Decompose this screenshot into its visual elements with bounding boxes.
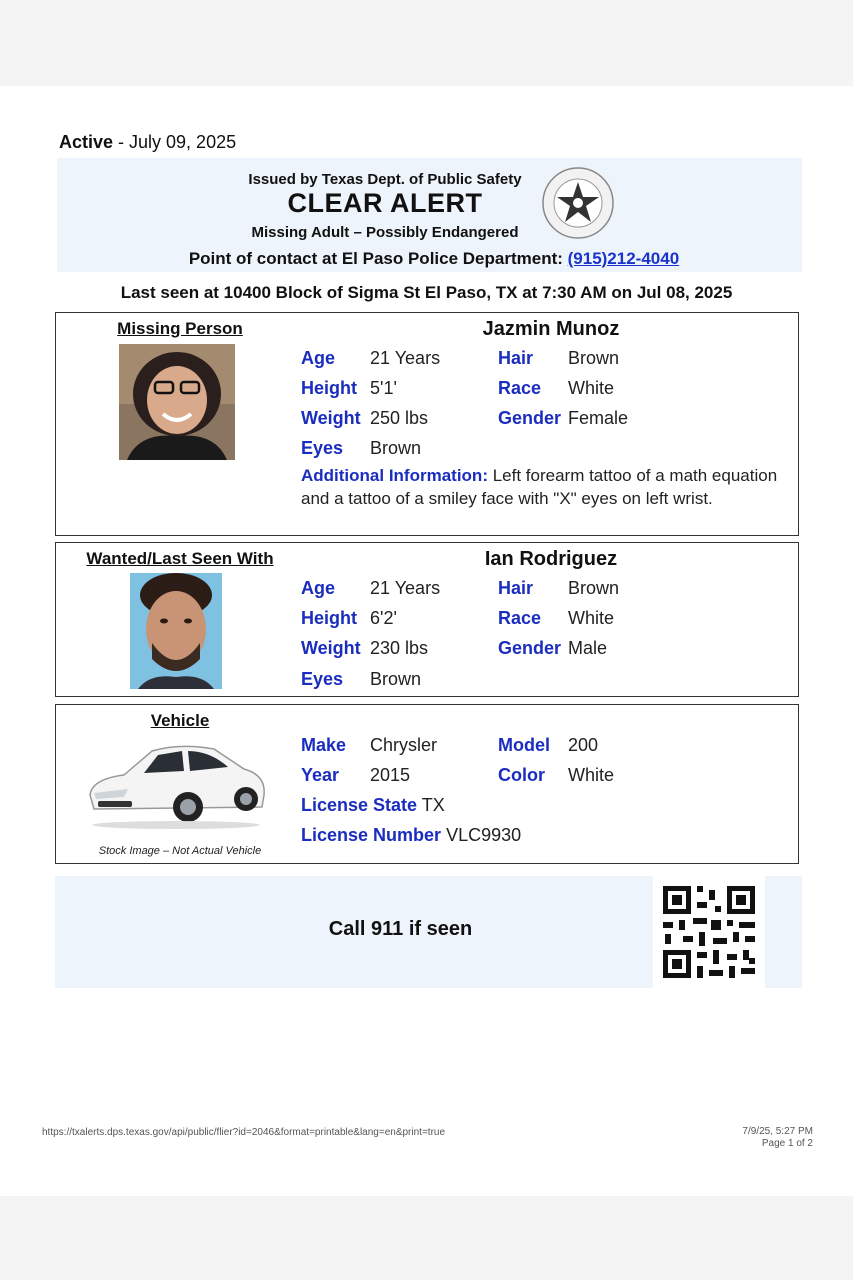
mp-weight-value: 250 lbs xyxy=(370,408,429,428)
mp-additional-info xyxy=(301,464,786,510)
status-state: Active xyxy=(59,132,114,152)
v-model-label: Model xyxy=(498,735,550,755)
mp-race-label: Race xyxy=(498,378,542,398)
alert-title: CLEAR ALERT xyxy=(287,188,483,218)
wanted-person-name: Ian Rodriguez xyxy=(484,548,618,570)
v-license-number-row xyxy=(301,825,521,846)
v-license-state-label: License State xyxy=(301,795,418,815)
w-weight-label: Weight xyxy=(301,638,361,658)
flier-page xyxy=(0,86,853,1196)
qr-code-icon[interactable] xyxy=(653,876,765,988)
w-height-label: Height xyxy=(301,608,357,628)
mp-eyes-value: Brown xyxy=(370,438,422,458)
dps-seal-icon xyxy=(541,166,615,240)
footer-timestamp: 7/9/25, 5:27 PM xyxy=(742,1126,813,1137)
wanted-person-card xyxy=(55,542,799,697)
w-gender-value: Male xyxy=(568,638,608,658)
alert-subtitle: Missing Adult – Possibly Endangered xyxy=(251,224,519,241)
v-color-label: Color xyxy=(498,765,545,785)
v-license-state-value: TX xyxy=(421,795,445,815)
w-age-label: Age xyxy=(301,578,336,598)
mp-hair-label: Hair xyxy=(498,348,534,368)
missing-person-card xyxy=(55,312,799,536)
vehicle-image-caption: Stock Image – Not Actual Vehicle xyxy=(98,845,262,857)
v-license-state-row xyxy=(301,795,445,816)
w-eyes-value: Brown xyxy=(370,669,422,689)
v-year-value: 2015 xyxy=(370,765,411,785)
w-gender-label: Gender xyxy=(498,638,562,658)
status-date: - July 09, 2025 xyxy=(113,132,237,152)
footer-meta xyxy=(742,1126,813,1150)
v-make-value: Chrysler xyxy=(370,735,438,755)
call-to-action-panel xyxy=(55,876,802,988)
vehicle-stock-image xyxy=(84,735,270,831)
last-seen-line: Last seen at 10400 Block of Sigma St El Paso, TX at 7:30 AM on Jul 08, 2025 xyxy=(120,283,733,302)
contact-phone-link[interactable]: (915)212-4040 xyxy=(567,249,680,268)
missing-person-label: Missing Person xyxy=(117,319,243,338)
mp-age-label: Age xyxy=(301,348,336,368)
missing-person-name: Jazmin Munoz xyxy=(482,318,620,340)
v-color-value: White xyxy=(568,765,615,785)
mp-gender-value: Female xyxy=(568,408,629,428)
mp-weight-label: Weight xyxy=(301,408,361,428)
w-hair-label: Hair xyxy=(498,578,534,598)
alert-status xyxy=(59,132,236,153)
contact-text: Point of contact at El Paso Police Department: xyxy=(188,249,568,268)
w-hair-value: Brown xyxy=(568,578,620,598)
v-year-label: Year xyxy=(301,765,340,785)
v-license-number-label: License Number xyxy=(301,825,442,845)
w-weight-value: 230 lbs xyxy=(370,638,429,658)
vehicle-card xyxy=(55,704,799,864)
mp-additional-text: Left forearm tattoo of a math equation and a tattoo of a smiley face with "X" eyes on left wrist. xyxy=(301,466,778,508)
w-race-label: Race xyxy=(498,608,542,628)
wanted-label: Wanted/Last Seen With xyxy=(86,549,274,568)
wanted-person-photo xyxy=(130,573,222,689)
call-911-text: Call 911 if seen xyxy=(328,918,473,940)
mp-height-label: Height xyxy=(301,378,357,398)
footer-page-number: Page 1 of 2 xyxy=(761,1138,813,1149)
w-eyes-label: Eyes xyxy=(301,669,344,689)
w-race-value: White xyxy=(568,608,615,628)
w-height-value: 6'2' xyxy=(370,608,397,628)
w-age-value: 21 Years xyxy=(370,578,441,598)
v-model-value: 200 xyxy=(568,735,599,755)
mp-eyes-label: Eyes xyxy=(301,438,344,458)
missing-person-photo xyxy=(119,344,235,460)
contact-line xyxy=(0,249,853,269)
issued-by: Issued by Texas Dept. of Public Safety xyxy=(248,171,522,188)
mp-hair-value: Brown xyxy=(568,348,620,368)
mp-height-value: 5'1' xyxy=(370,378,397,398)
footer-url: https://txalerts.dps.texas.gov/api/public/flier?id=2046&format=printable&lang=en&print=true xyxy=(42,1127,446,1138)
v-license-number-value: VLC9930 xyxy=(446,825,522,845)
mp-additional-label: Additional Information: xyxy=(301,466,488,485)
v-make-label: Make xyxy=(301,735,347,755)
mp-gender-label: Gender xyxy=(498,408,562,428)
mp-race-value: White xyxy=(568,378,615,398)
mp-age-value: 21 Years xyxy=(370,348,441,368)
vehicle-label: Vehicle xyxy=(150,711,210,730)
